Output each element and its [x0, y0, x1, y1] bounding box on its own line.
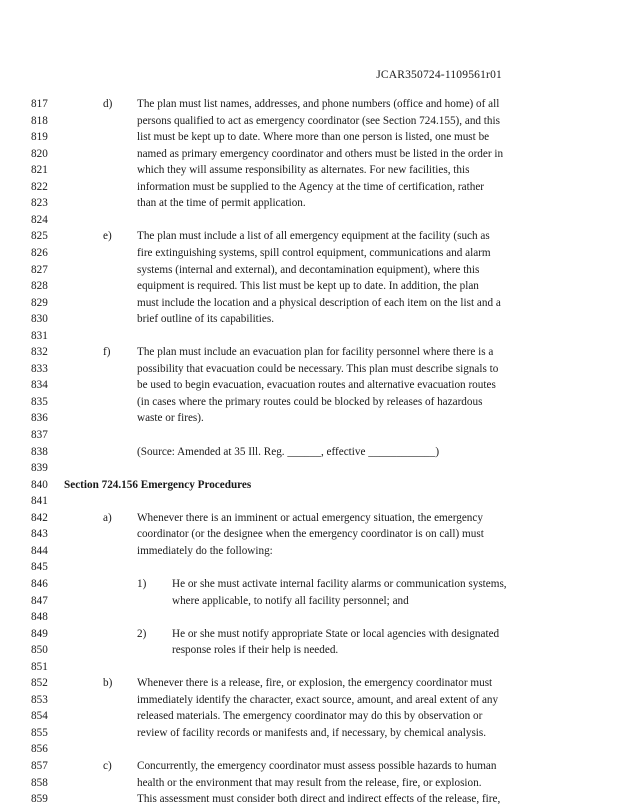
line-number: 830 [31, 313, 48, 326]
line-number: 848 [31, 611, 48, 624]
line-text: list must be kept up to date. Where more than one person is listed, one must be [137, 131, 490, 144]
line-text: persons qualified to act as emergency coordinator (see Section 724.155), and this [137, 114, 500, 127]
line-number: 858 [31, 776, 48, 789]
line-number: 828 [31, 280, 48, 293]
line-text: The plan must include a list of all emergency equipment at the facility (such as [137, 230, 490, 243]
line-number: 819 [31, 131, 48, 144]
line-text: waste or fires). [137, 412, 204, 425]
line-number: 852 [31, 677, 48, 690]
line-number: 853 [31, 693, 48, 706]
document-line [0, 130, 618, 144]
document-line [0, 792, 618, 806]
line-number: 851 [31, 660, 48, 673]
line-number: 854 [31, 710, 48, 723]
document-line [0, 511, 618, 525]
document-line [0, 279, 618, 293]
line-text: where applicable, to notify all facility personnel; and [172, 594, 409, 607]
document-line [0, 759, 618, 773]
document-line [0, 246, 618, 260]
line-text: He or she must activate internal facility alarms or communication systems, [172, 577, 507, 590]
line-number: 846 [31, 577, 48, 590]
subsection-label: 1) [137, 577, 147, 590]
document-line [0, 196, 618, 210]
line-number: 831 [31, 329, 48, 342]
document-line [0, 345, 618, 359]
document-line [0, 527, 618, 541]
line-text: The plan must list names, addresses, and phone numbers (office and home) of all [137, 98, 500, 110]
line-text: immediately identify the character, exact source, amount, and areal extent of any [137, 693, 499, 706]
line-text: be used to begin evacuation, evacuation routes and alternative evacuation routes [137, 379, 496, 392]
document-line [0, 709, 618, 723]
line-number: 847 [31, 594, 48, 607]
line-text: systems (internal and external), and decontamination equipment), where this [137, 263, 480, 276]
document-line [0, 461, 618, 475]
document-line [0, 676, 618, 690]
subsection-label: e) [103, 230, 112, 243]
document-line [0, 411, 618, 425]
line-text: brief outline of its capabilities. [137, 313, 275, 326]
document-line [0, 312, 618, 326]
document-line [0, 263, 618, 277]
line-text: equipment is required. This list must be kept up to date. In addition, the plan [137, 280, 479, 293]
line-text: coordinator (or the designee when the emergency coordinator is on call) must [137, 528, 484, 541]
line-number: 841 [31, 495, 48, 508]
line-number: 827 [31, 263, 48, 276]
document-line [0, 726, 618, 740]
document-id: JCAR350724-1109561r01 [376, 69, 502, 81]
document-line [0, 180, 618, 194]
line-text: Concurrently, the emergency coordinator must assess possible hazards to human [137, 760, 497, 772]
line-text: must include the location and a physical description of each item on the list and a [137, 296, 501, 309]
line-text: released materials. The emergency coordinator may do this by observation or [137, 710, 483, 723]
document-line [0, 660, 618, 674]
line-number: 835 [31, 395, 48, 408]
line-number: 826 [31, 246, 48, 259]
document-line [0, 296, 618, 310]
line-text: (in cases where the primary routes could be blocked by releases of hazardous [137, 395, 483, 408]
line-text: Whenever there is a release, fire, or explosion, the emergency coordinator must [137, 677, 493, 690]
document-line [0, 643, 618, 657]
line-number: 822 [31, 180, 48, 193]
line-text: information must be supplied to the Agency at the time of certification, rather [137, 180, 485, 193]
line-number: 837 [31, 429, 48, 441]
document-line [0, 610, 618, 624]
subsection-label: 2) [137, 627, 147, 640]
document-line [0, 362, 618, 376]
document-line [0, 627, 618, 641]
line-text: He or she must notify appropriate State or local agencies with designated [172, 627, 500, 640]
line-text: Whenever there is an imminent or actual emergency situation, the emergency [137, 511, 483, 524]
subsection-label: b) [103, 677, 113, 690]
line-number: 843 [31, 528, 48, 541]
document-line [0, 544, 618, 558]
document-line [0, 395, 618, 409]
document-line [0, 494, 618, 508]
document-line [0, 742, 618, 756]
document-line [0, 378, 618, 392]
document-line [0, 428, 618, 442]
line-text: health or the environment that may result from the release, fire, or explosion. [137, 776, 482, 789]
line-number: 845 [31, 561, 48, 574]
line-text: The plan must include an evacuation plan for facility personnel where there is a [137, 346, 494, 359]
subsection-label: a) [103, 511, 112, 524]
line-number: 821 [31, 164, 48, 177]
document-line [0, 114, 618, 128]
document-line [0, 577, 618, 591]
document-line [0, 693, 618, 707]
line-number: 838 [31, 445, 48, 458]
line-number: 832 [31, 346, 48, 359]
line-number: 849 [31, 627, 48, 640]
line-text: This assessment must consider both direct and indirect effects of the release, fire, [137, 793, 501, 806]
line-number: 836 [31, 412, 48, 425]
line-number: 823 [31, 197, 48, 210]
line-number: 857 [31, 760, 48, 772]
line-number: 859 [31, 793, 48, 806]
document-line [0, 329, 618, 343]
section-heading: Section 724.156 Emergency Procedures [64, 478, 252, 491]
document-line [0, 163, 618, 177]
line-number: 839 [31, 462, 48, 475]
line-number: 829 [31, 296, 48, 309]
line-number: 817 [31, 98, 48, 110]
document-line [0, 229, 618, 243]
line-number: 825 [31, 230, 48, 243]
document-line [0, 147, 618, 161]
document-line [0, 594, 618, 608]
line-text: possibility that evacuation could be necessary. This plan must describe signals to [137, 362, 499, 375]
line-number: 844 [31, 544, 48, 557]
line-number: 824 [31, 213, 48, 226]
document-line [0, 213, 618, 227]
document-line [0, 560, 618, 574]
subsection-label: d) [103, 98, 113, 110]
document-line [0, 478, 618, 492]
line-text: than at the time of permit application. [137, 197, 306, 210]
line-text: response roles if their help is needed. [172, 644, 339, 657]
document-line [0, 445, 618, 459]
line-number: 820 [31, 147, 48, 160]
subsection-label: c) [103, 760, 112, 772]
document-line [0, 97, 618, 111]
line-number: 840 [31, 478, 48, 491]
line-number: 818 [31, 114, 48, 127]
line-number: 855 [31, 726, 48, 739]
line-number: 856 [31, 743, 48, 756]
line-text: immediately do the following: [137, 544, 273, 557]
line-number: 842 [31, 511, 48, 524]
line-text: (Source: Amended at 35 Ill. Reg. ______, effective ____________) [137, 445, 440, 458]
line-text: review of facility records or manifests and, if necessary, by chemical analysis. [137, 726, 487, 739]
document-line [0, 776, 618, 790]
line-text: fire extinguishing systems, spill control equipment, communications and alarm [137, 246, 491, 259]
line-number: 850 [31, 644, 48, 657]
line-number: 834 [31, 379, 48, 392]
line-text: which they will assume responsibility as alternates. For new facilities, this [137, 164, 470, 177]
line-text: named as primary emergency coordinator and others must be listed in the order in [137, 147, 504, 160]
line-number: 833 [31, 362, 48, 375]
subsection-label: f) [103, 346, 111, 359]
